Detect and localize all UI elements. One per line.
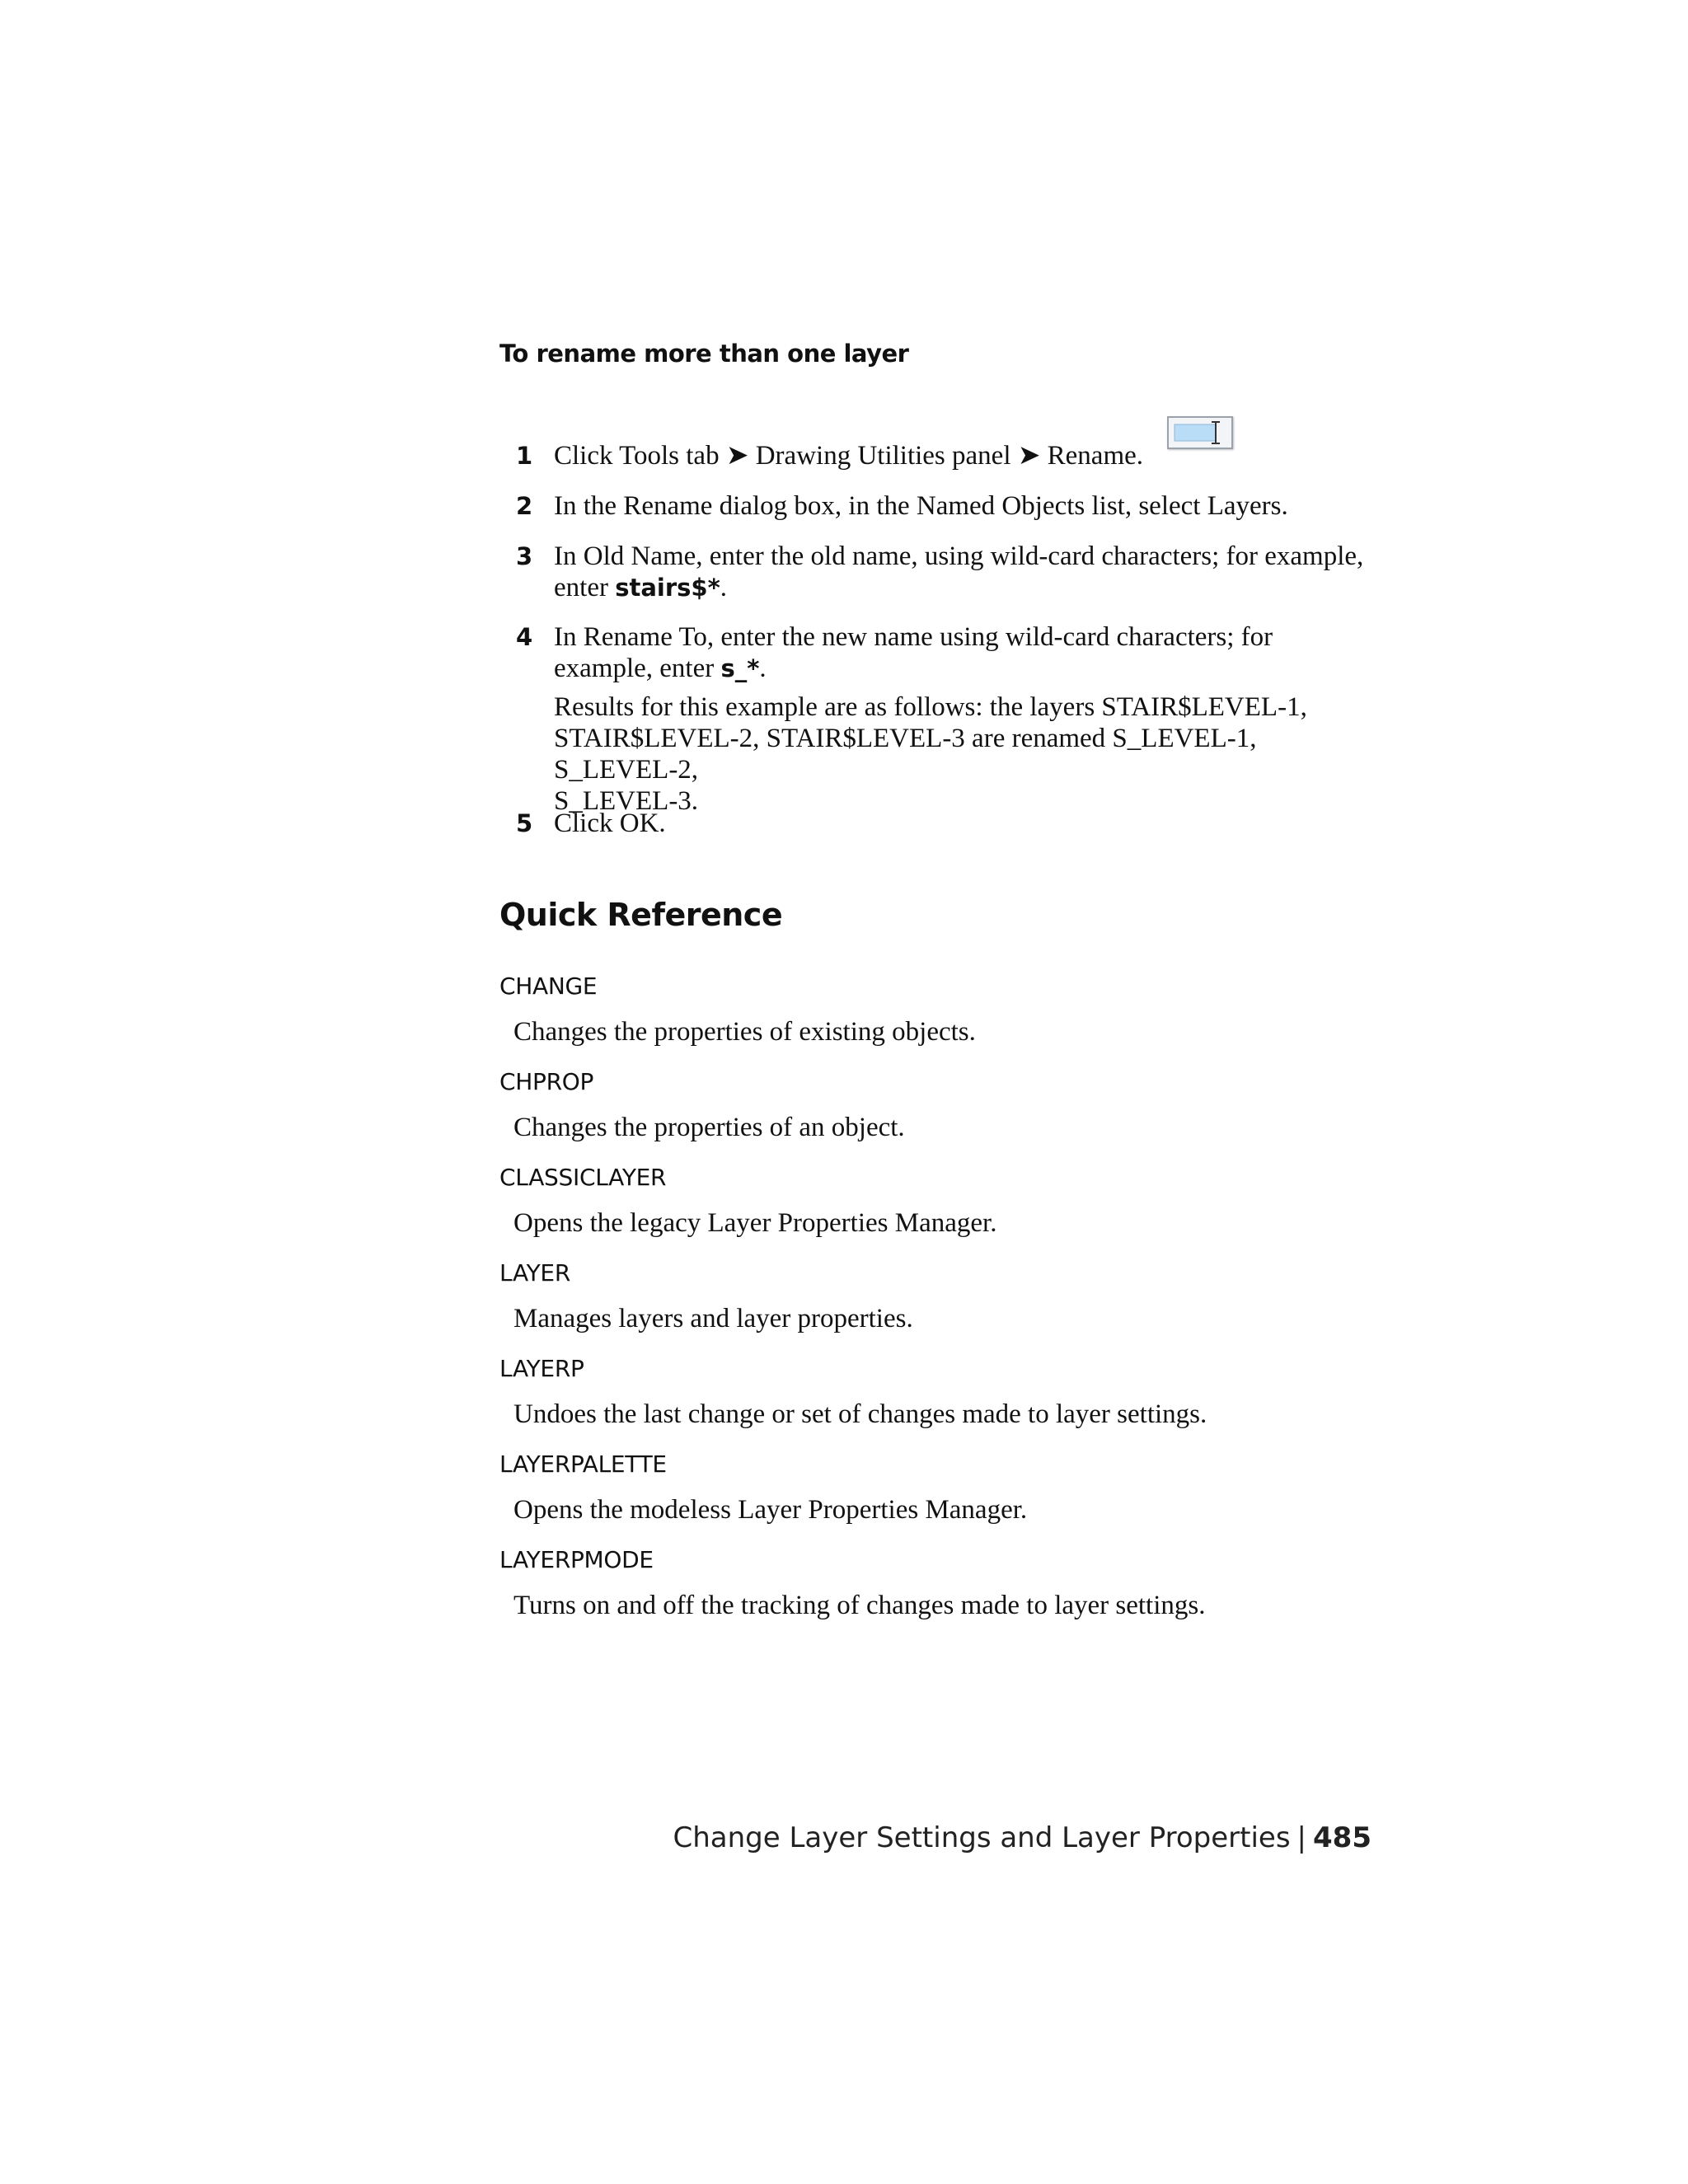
step-number: 4 bbox=[516, 623, 533, 651]
step-text-line bbox=[554, 572, 1386, 603]
step-text-suffix: . bbox=[720, 573, 727, 602]
page-footer bbox=[673, 1821, 1372, 1854]
note-line: STAIR$LEVEL-2, STAIR$LEVEL-3 are renamed S_LEVEL-1, S_LEVEL-2, bbox=[554, 724, 1257, 785]
step-text-line bbox=[554, 653, 1386, 684]
step-text-line: In Old Name, enter the old name, using wild-card characters; for example, bbox=[554, 541, 1364, 571]
step-text bbox=[554, 541, 1386, 603]
command-description: Opens the legacy Layer Properties Manager. bbox=[513, 1208, 997, 1238]
step-text bbox=[554, 621, 1386, 817]
step-text-suffix: . bbox=[759, 654, 767, 683]
command-description: Changes the properties of existing objects. bbox=[513, 1017, 976, 1047]
command-name: CLASSICLAYER bbox=[499, 1164, 667, 1191]
step-text-prefix: enter bbox=[554, 573, 616, 602]
command-name: LAYER bbox=[499, 1259, 570, 1286]
command-description: Turns on and off the tracking of changes made to layer settings. bbox=[513, 1591, 1206, 1620]
note-line: Results for this example are as follows: the layers STAIR$LEVEL-1, bbox=[554, 692, 1307, 722]
footer-section-title: Change Layer Settings and Layer Properties bbox=[673, 1821, 1291, 1854]
command-name: CHPROP bbox=[499, 1068, 594, 1095]
step-text: Click OK. bbox=[554, 808, 666, 838]
quick-reference-title: Quick Reference bbox=[499, 897, 783, 933]
example-value: stairs$* bbox=[615, 574, 720, 602]
note-line: S_LEVEL-3. bbox=[554, 786, 699, 816]
rename-tool-icon bbox=[1167, 416, 1233, 449]
step-number: 2 bbox=[516, 492, 533, 520]
command-name: LAYERPALETTE bbox=[499, 1451, 667, 1478]
command-description: Changes the properties of an object. bbox=[513, 1113, 905, 1142]
step-text: Click Tools tab ➤ Drawing Utilities panel ➤ Rename. bbox=[554, 441, 1144, 471]
step-text-prefix: example, enter bbox=[554, 654, 721, 683]
step-number: 3 bbox=[516, 542, 533, 570]
command-description: Opens the modeless Layer Properties Manager. bbox=[513, 1495, 1028, 1525]
example-value: s_* bbox=[720, 654, 760, 682]
step-text: In the Rename dialog box, in the Named Objects list, select Layers. bbox=[554, 491, 1288, 521]
command-name: CHANGE bbox=[499, 972, 598, 1000]
command-name: LAYERPMODE bbox=[499, 1546, 654, 1573]
command-description: Undoes the last change or set of changes made to layer settings. bbox=[513, 1399, 1207, 1429]
command-name: LAYERP bbox=[499, 1355, 584, 1382]
page-number: 485 bbox=[1313, 1821, 1372, 1854]
procedure-heading: To rename more than one layer bbox=[499, 340, 909, 368]
step-result-note bbox=[554, 691, 1386, 817]
command-description: Manages layers and layer properties. bbox=[513, 1304, 913, 1333]
footer-separator: | bbox=[1296, 1821, 1307, 1854]
step-number: 5 bbox=[516, 809, 533, 837]
step-number: 1 bbox=[516, 442, 533, 470]
step-text-line: In Rename To, enter the new name using wild-card characters; for bbox=[554, 622, 1273, 652]
